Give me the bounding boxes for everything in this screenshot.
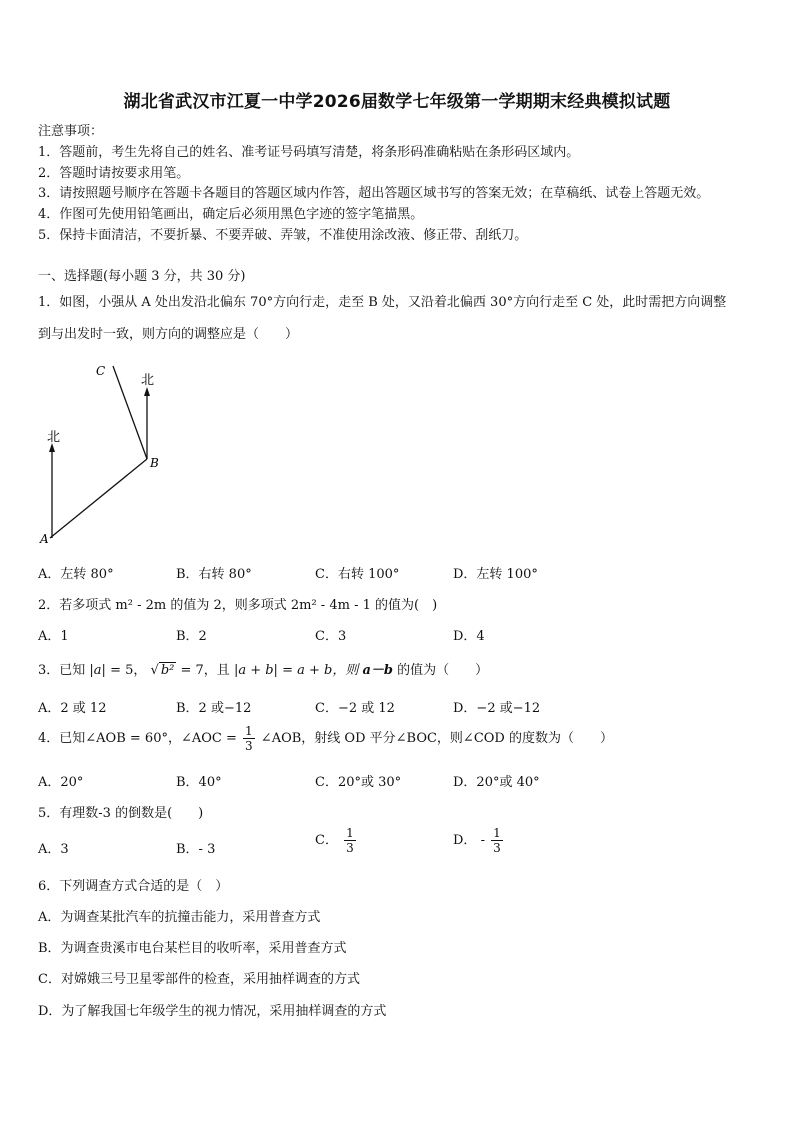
page-title: 湖北省武汉市江夏一中学2026届数学七年级第一学期期末经典模拟试题 [123,92,671,112]
sqrt-icon: √ [150,663,159,678]
q3-eq3: = a + b，则 [282,663,359,678]
q1-option-a: A．左转 80° [38,567,114,582]
question-4 [38,725,613,752]
arrowhead-icon [144,387,150,396]
notice-item: 5．保持卡面清洁，不要折暴、不要弄破、弄皱，不准使用涂改液、修正带、刮纸刀。 [38,228,528,243]
notice-item: 3．请按照题号顺序在答题卡各题目的答题区域内作答，超出答题区域书写的答案无效；在草稿纸、试卷上答题无效。 [38,186,710,201]
q4-frac-den: 3 [245,739,253,753]
q3-option-b: B．2 或−12 [176,701,252,716]
q5-option-d-fraction [491,827,503,854]
question-1-line1: 1．如图，小强从 A 处出发沿北偏东 70°方向行走，走至 B 处，又沿着北偏西 30°方向行走至 C 处，此时需把方向调整 [38,295,727,310]
question-6: 6．下列调查方式合适的是（ ） [38,879,229,894]
question-3 [38,659,488,678]
q5-option-b: B．- 3 [176,842,216,857]
notice-item: 2．答题时请按要求用笔。 [38,166,190,181]
q5-option-c [315,827,358,854]
q6-option-d: D．为了解我国七年级学生的视力情况，采用抽样调查的方式 [38,1004,387,1019]
q4-text-end: ∠AOB，射线 OD 平分∠BOC，则∠COD 的度数为（ ） [260,731,613,746]
q4-fraction [243,725,255,752]
q4-option-a: A．20° [38,775,84,790]
question-1-figure [30,355,170,550]
q3-option-a: A．2 或 12 [38,701,107,716]
q5-c-num: 1 [346,826,354,840]
q3-text-end: 的值为（ ） [397,663,489,678]
q3-eq1: = 5， [110,663,147,678]
q3-eq2: = 7，且 [180,663,230,678]
section-heading: 一、选择题(每小题 3 分，共 30 分) [38,269,246,284]
q5-option-c-fraction [344,827,356,854]
q2-option-d: D．4 [453,629,485,644]
q3-sqrt-b: b² [160,663,175,678]
segment-AB [50,459,147,538]
point-label-A: A [40,532,49,546]
q3-abs-ab: |a + b| [233,663,278,678]
q5-option-c-label: C． [315,833,338,848]
q3-a-minus-b: a－b [362,663,393,678]
q1-option-c: C．右转 100° [315,567,400,582]
q3-abs-a: |a| [89,663,106,678]
q5-option-d-sign: - [480,833,485,848]
notice-item: 4．作图可先使用铅笔画出，确定后必须用黑色字迹的签字笔描黑。 [38,207,424,222]
north-label-A: 北 [47,430,61,445]
q5-d-num: 1 [493,826,501,840]
q6-option-c: C．对嫦娥三号卫星零部件的检查，采用抽样调查的方式 [38,972,360,987]
north-label-B: 北 [141,373,155,388]
question-5: 5．有理数-3 的倒数是( ) [38,806,204,821]
notice-item: 1．答题前，考生先将自己的姓名、准考证号码填写清楚，将条形码准确粘贴在条形码区域内。 [38,145,580,160]
q5-option-d-label: D． [453,833,477,848]
q6-option-a: A．为调查某批汽车的抗撞击能力，采用普查方式 [38,910,321,925]
q3-text: 3．已知 [38,663,86,678]
notice-heading: 注意事项： [38,124,104,139]
q4-option-b: B．40° [176,775,222,790]
q1-option-d: D．左转 100° [453,567,538,582]
q1-option-b: B．右转 80° [176,567,252,582]
q4-option-d: D．20°或 40° [453,775,540,790]
question-1-line2: 到与出发时一致，则方向的调整应是（ ） [38,327,299,342]
point-label-C: C [96,364,106,378]
point-label-B: B [150,456,159,470]
q3-option-d: D．−2 或−12 [453,701,541,716]
q3-option-c: C．−2 或 12 [315,701,395,716]
q4-option-c: C．20°或 30° [315,775,402,790]
q2-option-c: C．3 [315,629,347,644]
q5-option-a: A．3 [38,842,69,857]
q4-text: 4．已知∠AOB = 60°，∠AOC = [38,731,237,746]
q2-option-b: B．2 [176,629,207,644]
q4-frac-num: 1 [245,724,253,738]
q5-c-den: 3 [346,841,354,855]
q5-d-den: 3 [493,841,501,855]
q2-option-a: A．1 [38,629,69,644]
q6-option-b: B．为调查贵溪市电台某栏目的收听率，采用普查方式 [38,941,347,956]
question-2: 2．若多项式 m² - 2m 的值为 2，则多项式 2m² - 4m - 1 的值为( ) [38,598,438,613]
q5-option-d [453,827,505,854]
